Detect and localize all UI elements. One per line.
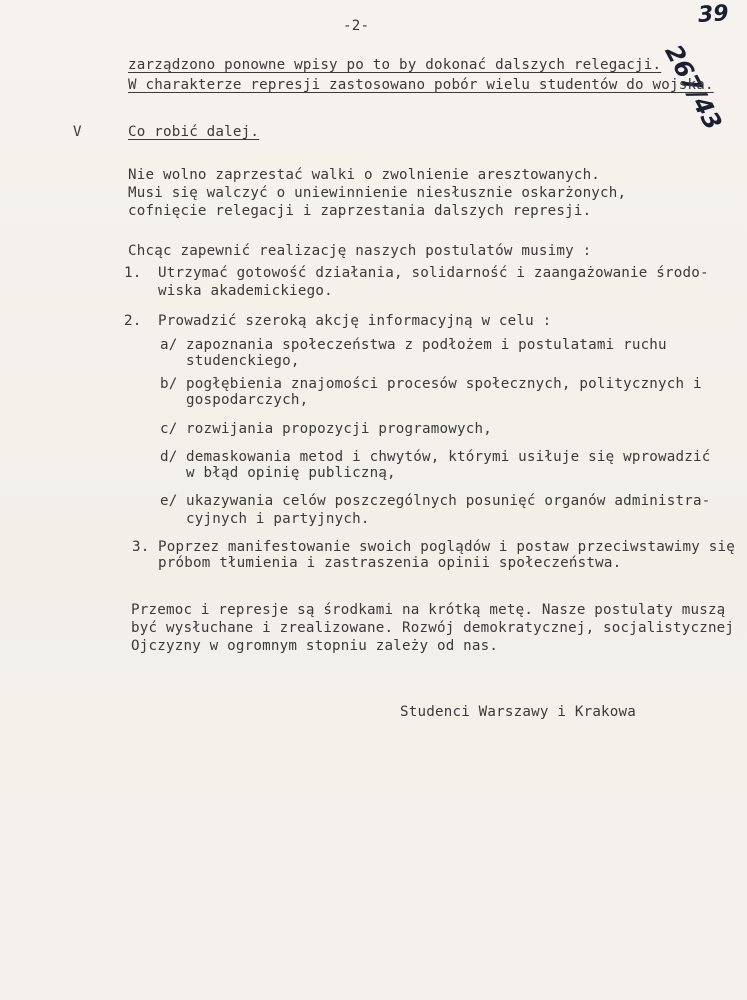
sub-item-a-line-1: zapoznania społeczeństwa z podłożem i postulatami ruchu: [186, 337, 667, 353]
sub-item-d-line-2: w błąd opinię publiczną,: [186, 465, 396, 481]
intro-line-1: zarządzono ponowne wpisy po to by dokonać dalszych relegacji.: [128, 57, 662, 73]
closing-line-2: być wysłuchane i zrealizowane. Rozwój demokratycznej, socjalistycznej: [131, 620, 735, 636]
sub-item-d-line-1: demaskowania metod i chwytów, którymi usiłuje się wprowadzić: [186, 449, 711, 465]
section-title: Co robić dalej.: [128, 124, 260, 140]
archive-number-top: 39: [697, 0, 730, 29]
sub-item-a-letter: a/: [160, 337, 178, 353]
item-3-line-1: Poprzez manifestowanie swoich poglądów i postaw przeciwstawimy się: [158, 539, 735, 555]
sub-item-b-line-1: pogłębienia znajomości procesów społecznych, politycznych i: [186, 376, 702, 392]
closing-line-3: Ojczyzny w ogromnym stopniu zależy od nas.: [131, 638, 499, 654]
sub-item-d-letter: d/: [160, 449, 178, 465]
item-2-number: 2.: [124, 313, 142, 329]
sub-item-e-line-1: ukazywania celów poszczególnych posunięć organów administra-: [186, 493, 711, 509]
page-number: -2-: [343, 18, 370, 34]
intro-line-2: W charakterze represji zastosowano pobór wielu studentów do wojska.: [128, 77, 714, 93]
sub-item-b-line-2: gospodarczych,: [186, 392, 309, 408]
closing-line-1: Przemoc i represje są środkami na krótką metę. Nasze postulaty muszą: [131, 602, 726, 618]
item-1-line-1: Utrzymać gotowość działania, solidarność i zaangażowanie środo-: [158, 265, 709, 281]
item-3-number: 3.: [132, 539, 150, 555]
section-number: V: [73, 124, 82, 140]
item-3-line-2: próbom tłumienia i zastraszenia opinii społeczeństwa.: [158, 555, 622, 571]
signature: Studenci Warszawy i Krakowa: [400, 704, 637, 720]
sub-item-c-line-1: rozwijania propozycji programowych,: [186, 421, 492, 437]
sub-item-b-letter: b/: [160, 376, 178, 392]
sub-item-c-letter: c/: [160, 421, 178, 437]
archive-number-bottom: 267/43: [659, 40, 728, 135]
paragraph-1-line-3: cofnięcie relegacji i zaprzestania dalszych represji.: [128, 203, 592, 219]
sub-item-e-letter: e/: [160, 493, 178, 509]
item-1-number: 1.: [124, 265, 142, 281]
paragraph-1-line-2: Musi się walczyć o uniewinnienie niesłusznie oskarżonych,: [128, 185, 627, 201]
item-2-text: Prowadzić szeroką akcję informacyjną w celu :: [158, 313, 552, 329]
sub-item-a-line-2: studenckiego,: [186, 353, 300, 369]
paragraph-1-line-1: Nie wolno zaprzestać walki o zwolnienie aresztowanych.: [128, 167, 601, 183]
sub-item-e-line-2: cyjnych i partyjnych.: [186, 511, 370, 527]
item-1-line-2: wiska akademickiego.: [158, 283, 333, 299]
postulates-intro: Chcąc zapewnić realizację naszych postulatów musimy :: [128, 243, 592, 259]
